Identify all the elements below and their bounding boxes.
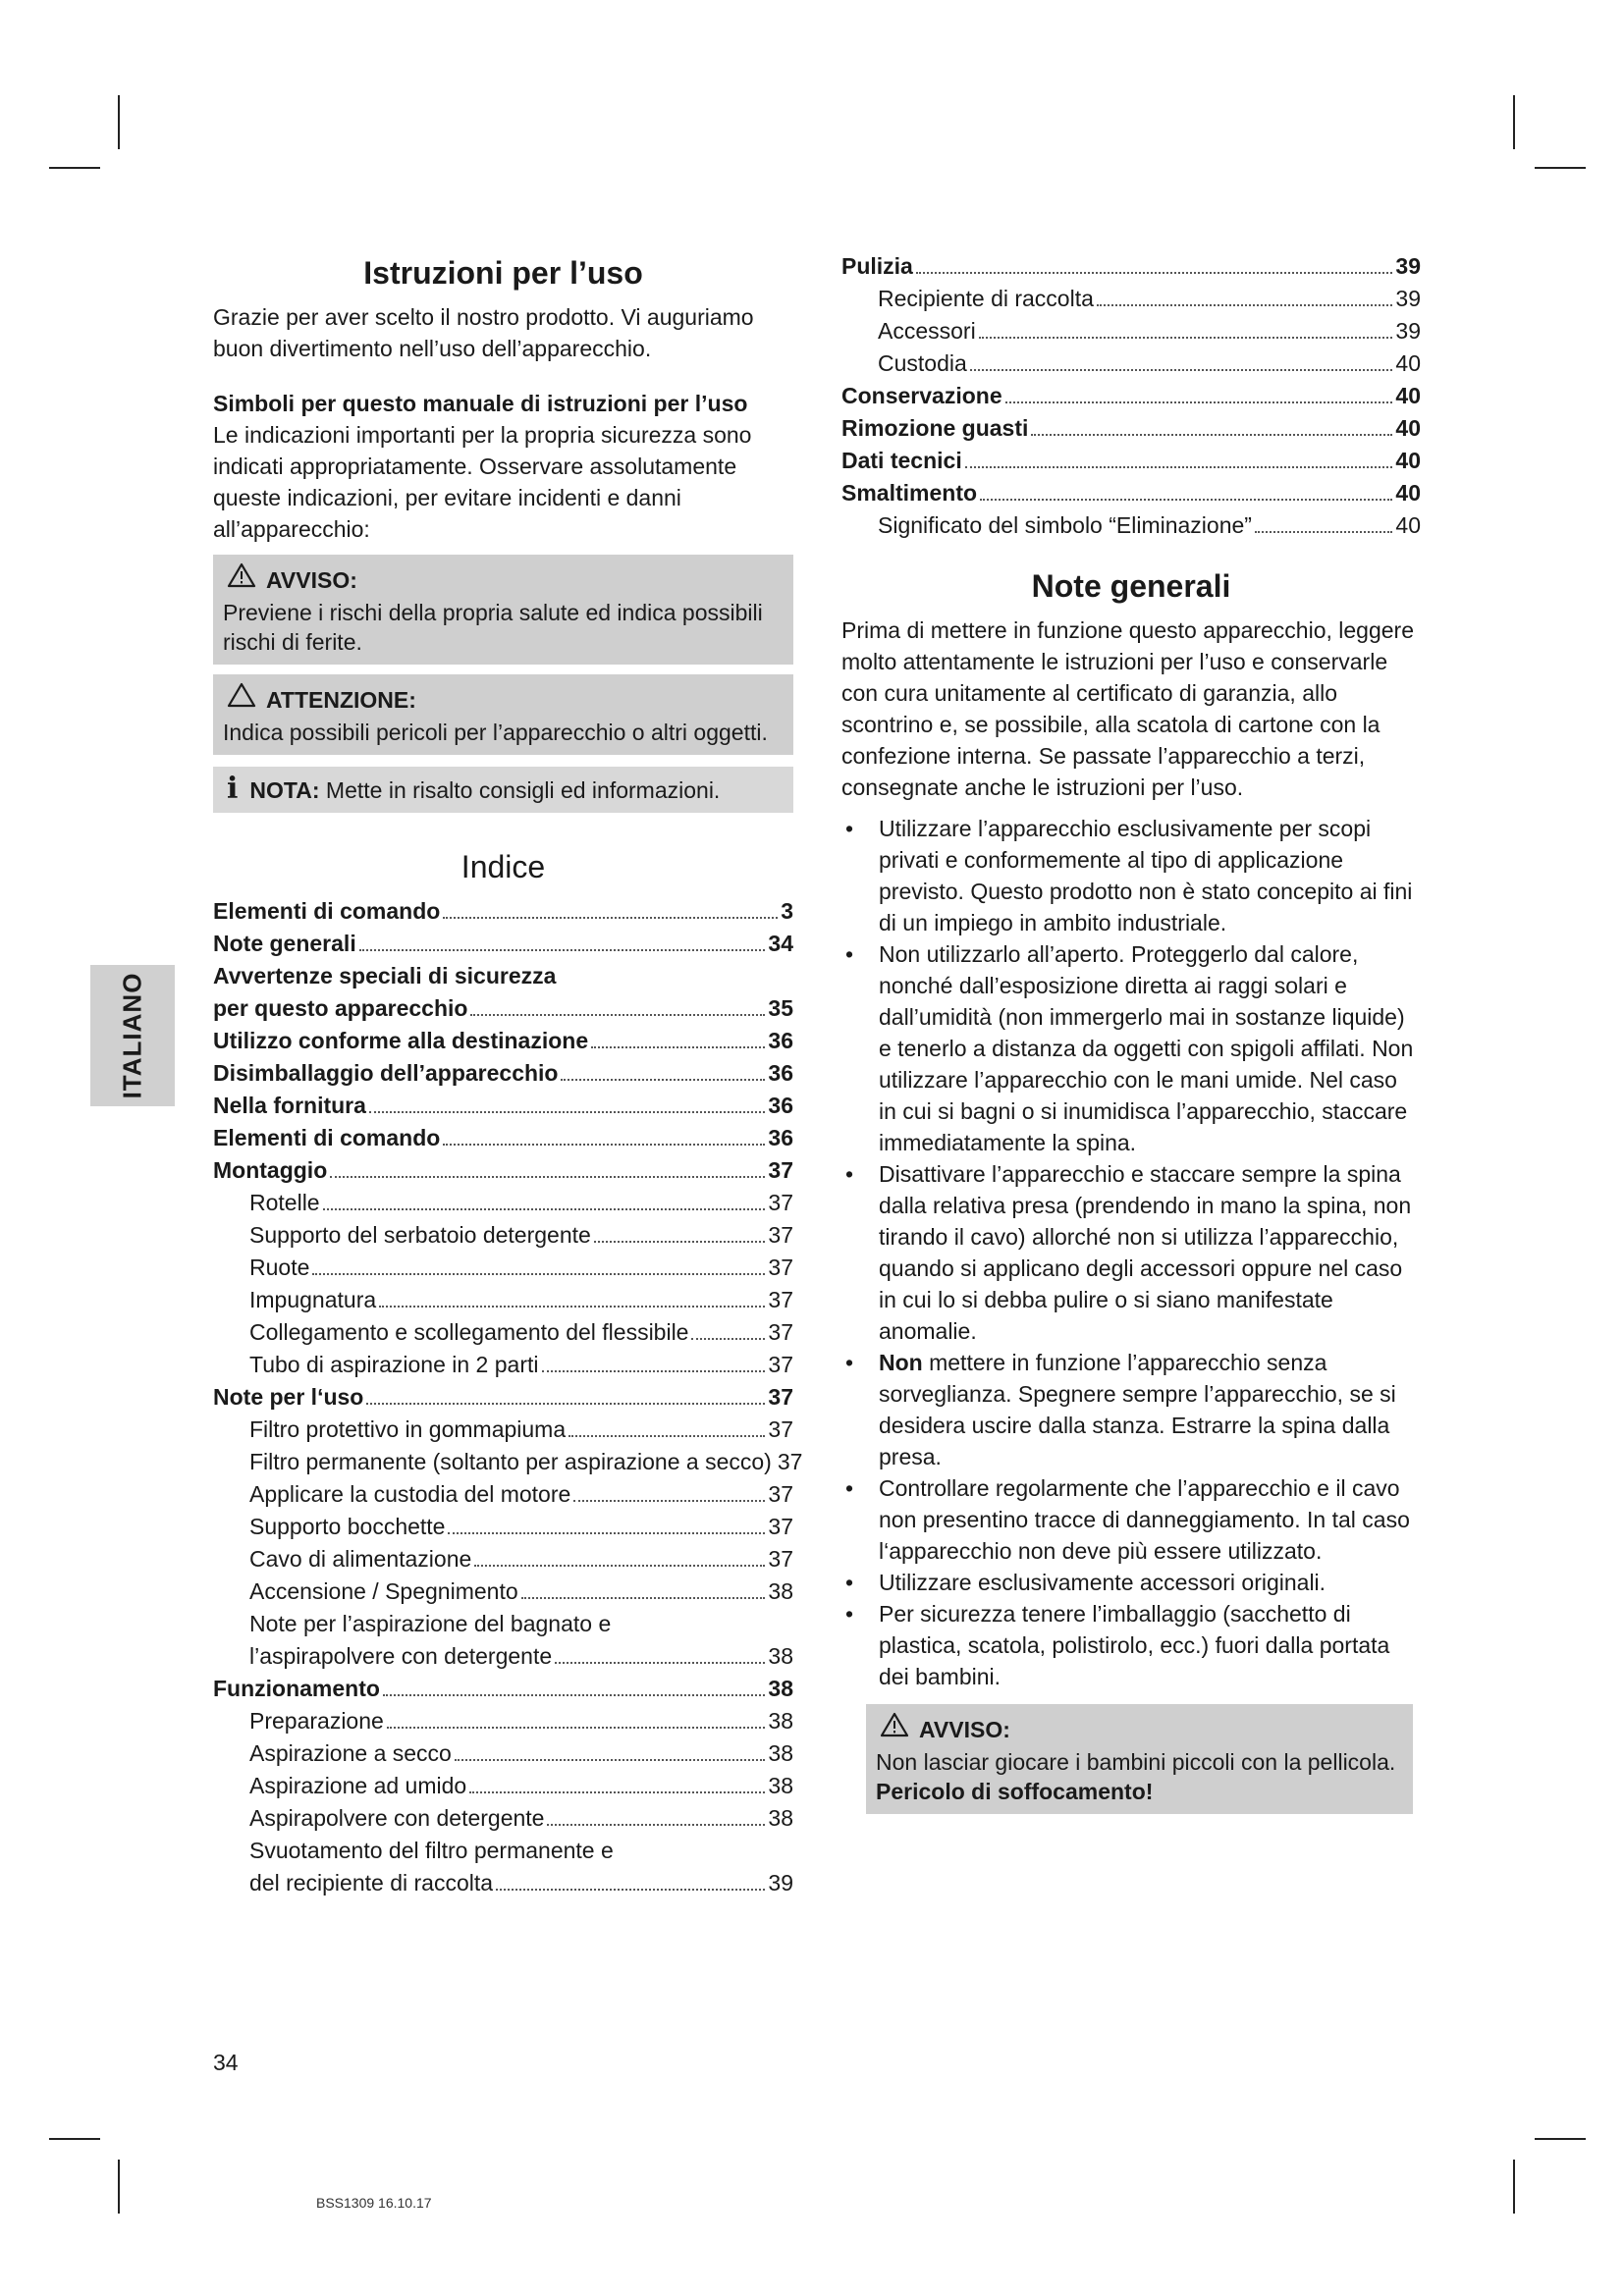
toc-leader [594, 1241, 766, 1243]
toc-label: Applicare la custodia del motore [249, 1481, 571, 1507]
toc-label: Aspirazione ad umido [249, 1773, 467, 1798]
toc-page-number: 39 [1395, 286, 1421, 311]
toc-page-number: 37 [768, 1384, 793, 1410]
note-box [213, 767, 793, 813]
toc-label: Utilizzo conforme alla destinazione [213, 1028, 589, 1053]
toc-leader [979, 337, 1393, 339]
toc-leader [474, 1565, 765, 1567]
toc-leader [443, 917, 778, 919]
warning-text-bold: Pericolo di soffocamento! [876, 1779, 1154, 1804]
toc-page-number: 36 [768, 1093, 793, 1118]
warning-text: Previene i rischi della propria salute ed indica possibili rischi di ferite. [223, 600, 763, 655]
page-title: Istruzioni per l’uso [363, 255, 643, 291]
toc-entry [213, 1478, 793, 1511]
warning-triangle-icon [880, 1712, 909, 1747]
crop-mark [118, 2160, 120, 2214]
attention-box [213, 674, 793, 755]
toc-page-number: 36 [768, 1028, 793, 1053]
left-column [213, 250, 803, 1899]
toc-entry [213, 1543, 793, 1575]
toc-page-number: 40 [1395, 415, 1421, 441]
toc-leader [691, 1338, 765, 1340]
toc-page-number: 40 [1395, 383, 1421, 408]
language-side-tab [90, 965, 175, 1106]
toc-label: Nella fornitura [213, 1093, 366, 1118]
toc-label: Custodia [878, 350, 967, 376]
toc-label: Smaltimento [841, 480, 978, 506]
toc-leader [366, 1403, 765, 1405]
toc-label: Cavo di alimentazione [249, 1546, 472, 1572]
toc-entry [213, 1511, 793, 1543]
toc-label: Impugnatura [249, 1287, 377, 1312]
toc-entry [213, 1705, 793, 1737]
toc-label: Elementi di comando [213, 1125, 441, 1150]
toc-label: Montaggio [213, 1157, 328, 1183]
toc-entry [213, 1219, 793, 1252]
toc-entry: Svuotamento del filtro permanente e [249, 1838, 614, 1863]
toc-page-number: 37 [777, 1449, 803, 1474]
toc-label: Aspirapolvere con detergente [249, 1805, 545, 1831]
toc-page-number: 38 [768, 1805, 793, 1831]
crop-mark [1513, 95, 1515, 149]
toc-entry [213, 1640, 793, 1673]
toc-label: Accensione / Spegnimento [249, 1578, 518, 1604]
intro-text: Grazie per aver scelto il nostro prodotto. Vi auguriamo buon divertimento nell’uso dell’apparecchio. [213, 304, 754, 361]
toc-entry [213, 1770, 793, 1802]
toc-label: Supporto del serbatoio detergente [249, 1222, 591, 1248]
warning-box [213, 555, 793, 665]
toc-leader [916, 272, 1393, 274]
toc-entry [213, 1025, 793, 1057]
toc-entry [841, 347, 1421, 380]
warning-text: Non lasciar giocare i bambini piccoli con la pellicola. [876, 1749, 1396, 1775]
toc-page-number: 37 [768, 1255, 793, 1280]
toc-page-number: 37 [768, 1190, 793, 1215]
toc-label: Rotelle [249, 1190, 320, 1215]
toc-entry: Avvertenze speciali di sicurezza [213, 963, 557, 988]
toc-leader [542, 1370, 766, 1372]
toc-label: Conservazione [841, 383, 1002, 408]
warning-title: AVVISO: [919, 1717, 1010, 1742]
toc-page-number: 37 [768, 1481, 793, 1507]
toc-entry [213, 1802, 793, 1835]
toc-entry [213, 1737, 793, 1770]
toc-page-number: 38 [768, 1740, 793, 1766]
toc-leader [980, 499, 1392, 501]
table-of-contents-continued [841, 250, 1421, 542]
toc-entry [213, 1867, 793, 1899]
info-icon: i [227, 772, 239, 806]
crop-mark [118, 95, 120, 149]
crop-mark [1535, 167, 1586, 169]
toc-label: Supporto bocchette [249, 1514, 446, 1539]
toc-leader [383, 1694, 765, 1696]
toc-leader [455, 1759, 766, 1761]
toc-entry [213, 1349, 793, 1381]
toc-leader [965, 466, 1393, 468]
warning-triangle-icon [227, 562, 256, 598]
crop-mark [49, 2138, 100, 2140]
list-item: • Controllare regolarmente che l’apparecchio e il cavo non presentino tracce di danneggiamento. In tal caso l‘apparecchio non deve più essere utilizzato. [845, 1475, 1410, 1564]
page-number: 34 [213, 2050, 239, 2075]
toc-entry [213, 895, 793, 928]
toc-leader [496, 1889, 765, 1891]
attention-text: Indica possibili pericoli per l’apparecchio o altri oggetti. [223, 720, 768, 745]
toc-label: Collegamento e scollegamento del flessibile [249, 1319, 689, 1345]
toc-leader [323, 1208, 766, 1210]
toc-leader [448, 1532, 765, 1534]
toc-entry [213, 1446, 803, 1478]
toc-page-number: 37 [768, 1416, 793, 1442]
toc-leader [379, 1306, 765, 1308]
list-item: • Utilizzare esclusivamente accessori originali. [845, 1570, 1326, 1595]
toc-label: Rimozione guasti [841, 415, 1029, 441]
toc-leader [591, 1046, 765, 1048]
table-of-contents [213, 895, 803, 1899]
list-item: • Per sicurezza tenere l’imballaggio (sacchetto di plastica, scatola, polistirolo, ecc.) fuori dalla portata dei bambini. [845, 1601, 1390, 1689]
toc-page-number: 39 [1395, 318, 1421, 344]
toc-page-number: 40 [1395, 512, 1421, 538]
toc-label: Tubo di aspirazione in 2 parti [249, 1352, 539, 1377]
note-label: NOTA: [249, 777, 320, 803]
toc-entry [213, 1154, 793, 1187]
toc-page-number: 37 [768, 1222, 793, 1248]
toc-label: Funzionamento [213, 1676, 380, 1701]
toc-leader [443, 1144, 765, 1146]
toc-entry [841, 250, 1421, 283]
toc-page-number: 36 [768, 1125, 793, 1150]
toc-page-number: 38 [768, 1773, 793, 1798]
crop-mark [1535, 2138, 1586, 2140]
toc-page-number: 3 [781, 898, 793, 924]
toc-label: Filtro protettivo in gommapiuma [249, 1416, 567, 1442]
toc-page-number: 37 [768, 1157, 793, 1183]
toc-leader [312, 1273, 765, 1275]
toc-page-number: 40 [1395, 448, 1421, 473]
toc-label: Note per l‘uso [213, 1384, 364, 1410]
toc-leader [970, 369, 1393, 371]
toc-entry [213, 1187, 793, 1219]
language-label: ITALIANO [117, 972, 147, 1099]
warning-title: AVVISO: [266, 567, 357, 593]
toc-page-number: 38 [768, 1578, 793, 1604]
toc-entry [841, 509, 1421, 542]
toc-page-number: 39 [1395, 253, 1421, 279]
toc-page-number: 37 [768, 1514, 793, 1539]
crop-mark [1513, 2160, 1515, 2214]
toc-entry [213, 1090, 793, 1122]
toc-entry [213, 1284, 793, 1316]
toc-page-number: 35 [768, 995, 793, 1021]
toc-entry [841, 477, 1421, 509]
toc-leader [568, 1435, 765, 1437]
toc-entry [213, 928, 793, 960]
toc-leader [1255, 531, 1392, 533]
toc-entry [841, 380, 1421, 412]
crop-mark [49, 167, 100, 169]
toc-entry [213, 1252, 793, 1284]
toc-page-number: 39 [768, 1870, 793, 1896]
toc-leader [469, 1791, 765, 1793]
toc-leader [555, 1662, 765, 1664]
list-item: • Non mettere in funzione l’apparecchio senza sorveglianza. Spegnere sempre l’apparecchio, se si desidera uscire dalla stanza. Estrarre la spina dalla presa. [845, 1350, 1396, 1469]
toc-leader [547, 1824, 765, 1826]
print-code: BSS1309 16.10.17 [316, 2195, 432, 2211]
toc-page-number: 34 [768, 931, 793, 956]
toc-leader [1031, 434, 1392, 436]
toc-label: per questo apparecchio [213, 995, 468, 1021]
toc-leader [387, 1727, 766, 1729]
toc-page-number: 38 [768, 1708, 793, 1734]
toc-page-number: 40 [1395, 350, 1421, 376]
list-item: • Utilizzare l’apparecchio esclusivamente per scopi privati e conformemente al tipo di applicazione previsto. Questo prodotto non è stato concepito ai fini di un impiego in ambito industriale. [845, 816, 1413, 935]
toc-entry [213, 1122, 793, 1154]
toc-leader [561, 1079, 765, 1081]
toc-page-number: 36 [768, 1060, 793, 1086]
toc-leader [369, 1111, 765, 1113]
general-notes-text: Prima di mettere in funzione questo apparecchio, leggere molto attentamente le istruzioni per l’uso e conservarle con cura unitamente al certificato di garanzia, allo scontrino e, se possibile, alla scatola di cartone con la confezione interna. Se passate l’apparecchio a terzi, consegnate anche le istruzioni per l’uso. [841, 617, 1415, 800]
toc-label: Accessori [878, 318, 976, 344]
toc-entry [213, 992, 793, 1025]
toc-label: l’aspirapolvere con detergente [249, 1643, 553, 1669]
toc-page-number: 38 [768, 1676, 793, 1701]
right-column [841, 250, 1421, 1814]
general-notes-title: Note generali [1031, 568, 1231, 604]
toc-label: Filtro permanente (soltanto per aspirazione a secco) [249, 1449, 772, 1474]
film-warning-box [866, 1704, 1413, 1814]
toc-entry: Note per l’aspirazione del bagnato e [249, 1611, 612, 1636]
toc-label: Disimballaggio dell’apparecchio [213, 1060, 559, 1086]
toc-entry [841, 412, 1421, 445]
toc-entry [213, 1414, 793, 1446]
toc-leader [521, 1597, 766, 1599]
toc-label: Ruote [249, 1255, 310, 1280]
toc-leader [573, 1500, 765, 1502]
safety-bullet-list [841, 813, 1421, 1692]
toc-label: Note generali [213, 931, 356, 956]
toc-entry [213, 1381, 793, 1414]
toc-leader [1005, 401, 1393, 403]
note-text: Mette in risalto consigli ed informazioni. [325, 777, 721, 803]
toc-page-number: 38 [768, 1643, 793, 1669]
toc-label: Pulizia [841, 253, 913, 279]
toc-label: Aspirazione a secco [249, 1740, 452, 1766]
toc-leader [1097, 304, 1393, 306]
caution-triangle-icon [227, 682, 256, 718]
toc-page-number: 37 [768, 1319, 793, 1345]
toc-entry [841, 283, 1421, 315]
toc-entry [213, 1316, 793, 1349]
toc-entry [213, 1575, 793, 1608]
toc-entry [841, 445, 1421, 477]
toc-entry [841, 315, 1421, 347]
toc-label: Elementi di comando [213, 898, 441, 924]
list-item: • Non utilizzarlo all’aperto. Proteggerlo dal calore, nonché dall’esposizione diretta ai raggi solari e dall’umidità (non immergerlo mai in sostanze liquide) e tenerlo a distanza da oggetti con spigoli affilati. Non utilizzare l’apparecchio con le mani umide. Nel caso in cui si bagni o si inumidisca l’apparecchio, staccare immediatamente la spina. [845, 941, 1414, 1155]
list-item: • Disattivare l’apparecchio e staccare sempre la spina dalla relativa presa (prendendo in mano la spina, non tirando il cavo) allorché non si utilizza l’apparecchio, quando si applicano degli accessori oppure nel caso in cui lo si debba pulire o si siano manifestate anomalie. [845, 1161, 1412, 1344]
toc-label: Recipiente di raccolta [878, 286, 1094, 311]
symbols-text: Le indicazioni importanti per la propria sicurezza sono indicati appropriatamente. Osservare assolutamente queste indicazioni, per evitare incidenti e danni all’apparecchio: [213, 422, 752, 542]
symbols-heading: Simboli per questo manuale di istruzioni per l’uso [213, 391, 748, 416]
toc-page-number: 37 [768, 1287, 793, 1312]
toc-entry [213, 1057, 793, 1090]
toc-entry [213, 1673, 793, 1705]
attention-title: ATTENZIONE: [266, 687, 416, 713]
toc-leader [359, 949, 766, 951]
toc-label: Significato del simbolo “Eliminazione” [878, 512, 1252, 538]
toc-leader [470, 1014, 765, 1016]
toc-leader [330, 1176, 765, 1178]
toc-page-number: 37 [768, 1352, 793, 1377]
toc-page-number: 40 [1395, 480, 1421, 506]
toc-page-number: 37 [768, 1546, 793, 1572]
toc-label: Preparazione [249, 1708, 384, 1734]
index-title: Indice [460, 849, 546, 884]
toc-label: Dati tecnici [841, 448, 962, 473]
toc-label: del recipiente di raccolta [249, 1870, 494, 1896]
